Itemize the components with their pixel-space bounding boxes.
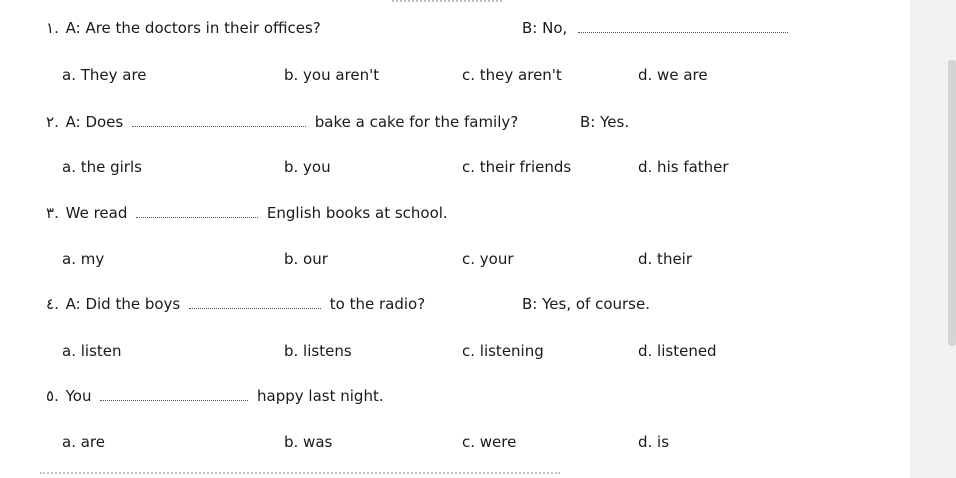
question-1-response <box>522 18 792 38</box>
question-text-after: to the radio? <box>329 295 426 313</box>
answer-blank[interactable] <box>189 296 321 309</box>
option-a[interactable]: a. They are <box>62 66 147 84</box>
option-b[interactable]: b. you aren't <box>284 66 380 84</box>
question-number: ٢. <box>46 113 59 131</box>
option-c[interactable]: c. listening <box>462 342 544 360</box>
option-d[interactable]: d. their <box>638 250 693 268</box>
question-number: ٣. <box>46 204 59 222</box>
option-b[interactable]: b. was <box>284 433 333 451</box>
page-edge-dots <box>392 0 502 4</box>
question-4-stem <box>46 294 425 314</box>
question-text-before: A: Does <box>65 113 124 131</box>
answer-blank[interactable] <box>578 20 788 33</box>
option-c[interactable]: c. their friends <box>462 158 572 176</box>
option-d[interactable]: d. is <box>638 433 670 451</box>
question-5-stem <box>46 386 384 406</box>
question-number: ٥. <box>46 387 59 405</box>
option-c[interactable]: c. your <box>462 250 514 268</box>
question-text-before: We read <box>65 204 128 222</box>
question-text-before: A: Did the boys <box>65 295 181 313</box>
option-b[interactable]: b. listens <box>284 342 352 360</box>
option-a[interactable]: a. are <box>62 433 105 451</box>
answer-blank[interactable] <box>132 114 306 127</box>
question-4-response: B: Yes, of course. <box>522 295 650 313</box>
question-text-before: You <box>65 387 92 405</box>
option-d[interactable]: d. listened <box>638 342 717 360</box>
answer-blank[interactable] <box>100 388 248 401</box>
option-d[interactable]: d. his father <box>638 158 729 176</box>
option-a[interactable]: a. the girls <box>62 158 142 176</box>
answer-blank[interactable] <box>136 205 258 218</box>
response-text: B: No, <box>522 19 568 37</box>
question-1-stem <box>46 18 321 38</box>
question-3-stem <box>46 203 448 223</box>
page-edge-dots <box>40 472 560 476</box>
option-d[interactable]: d. we are <box>638 66 708 84</box>
question-text-after: bake a cake for the family? <box>314 113 519 131</box>
question-number: ١. <box>46 19 59 37</box>
question-number: ٤. <box>46 295 59 313</box>
question-text-after: English books at school. <box>266 204 448 222</box>
scrollbar[interactable] <box>948 60 956 346</box>
option-c[interactable]: c. were <box>462 433 517 451</box>
option-b[interactable]: b. you <box>284 158 331 176</box>
option-c[interactable]: c. they aren't <box>462 66 562 84</box>
question-text: A: Are the doctors in their offices? <box>65 19 321 37</box>
option-b[interactable]: b. our <box>284 250 328 268</box>
question-2-response: B: Yes. <box>580 113 630 131</box>
option-a[interactable]: a. listen <box>62 342 122 360</box>
question-text-after: happy last night. <box>257 387 384 405</box>
question-2-stem <box>46 112 518 132</box>
option-a[interactable]: a. my <box>62 250 105 268</box>
